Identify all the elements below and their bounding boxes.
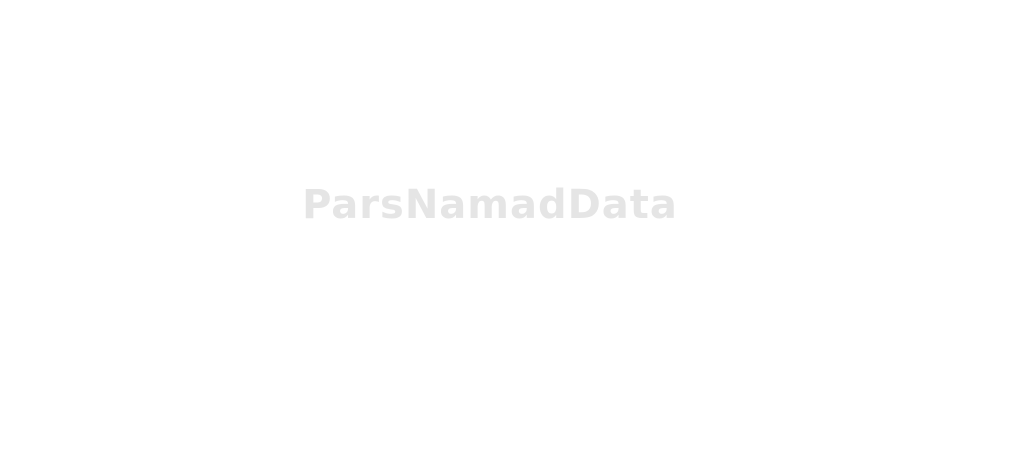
notice-paragraph-1 [8,34,1016,330]
notice-paragraph-2 [8,338,1016,430]
watermark-logo: ParsNamadData [302,182,678,228]
